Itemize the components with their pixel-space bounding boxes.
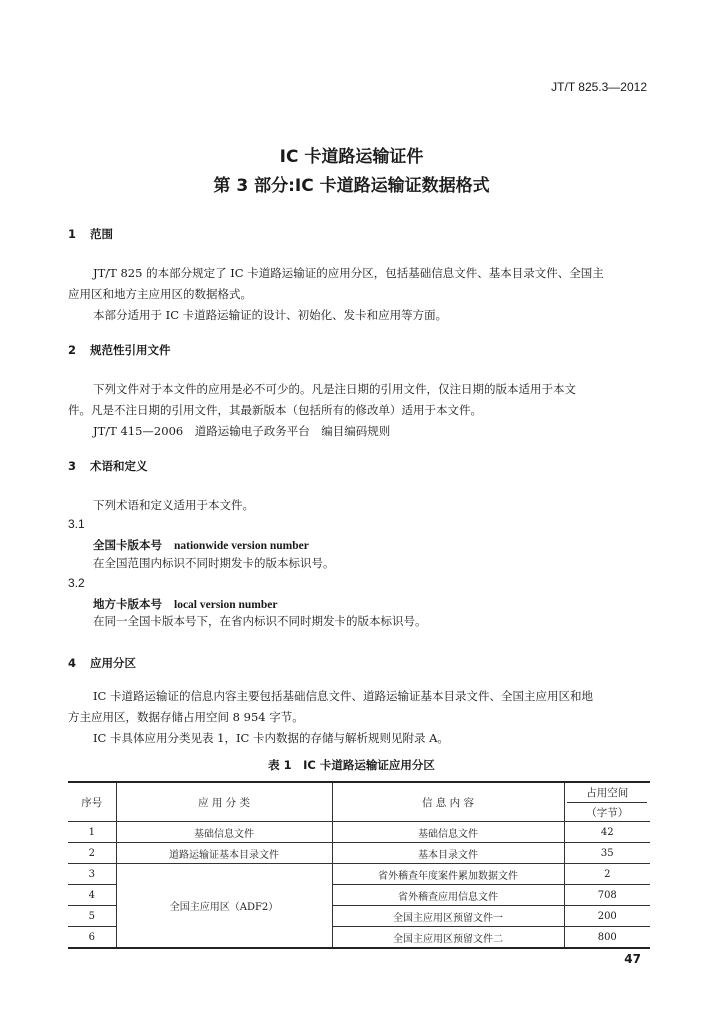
- term-chinese: 地方卡版本号: [93, 597, 162, 611]
- term-entry: [93, 596, 278, 612]
- text-line: JT/T 825 的本部分规定了 IC 卡道路运输证的应用分区，包括基础信息文件、基本目录文件、全国主: [93, 266, 604, 280]
- clause-number: 3.2: [68, 576, 85, 590]
- page-number: 47: [624, 952, 641, 966]
- term-entry: [93, 537, 309, 553]
- cell-seq: 3: [68, 864, 116, 885]
- section-paragraph: [68, 495, 652, 516]
- cell-category: 道路运输证基本目录文件: [116, 843, 332, 864]
- text-line: IC 卡具体应用分类见表 1，IC 卡内数据的存储与解析规则见附录 A。: [93, 731, 449, 745]
- cell-space: 800: [564, 927, 650, 949]
- term-chinese: 全国卡版本号: [93, 538, 162, 552]
- section-title: 应用分区: [90, 656, 136, 670]
- cell-content: 基本目录文件: [332, 843, 564, 864]
- section-number: 2: [68, 343, 77, 357]
- text-line: 件。凡是不注日期的引用文件，其最新版本（包括所有的修改单）适用于本文件。: [68, 403, 482, 417]
- cell-category: 基础信息文件: [116, 822, 332, 843]
- cell-seq: 1: [68, 822, 116, 843]
- header-space: [564, 782, 650, 822]
- cell-space: 2: [564, 864, 650, 885]
- section-number: 4: [68, 656, 77, 670]
- cell-seq: 2: [68, 843, 116, 864]
- table-caption: 表 1 IC 卡道路运输证应用分区: [268, 758, 435, 772]
- cell-content: 全国主应用区预留文件二: [332, 927, 564, 949]
- section-paragraph: [68, 379, 652, 442]
- section-title: 术语和定义: [90, 459, 148, 473]
- section-heading-normative-references: [68, 342, 171, 358]
- section-heading-application-partition: [68, 655, 136, 671]
- reference-item: JT/T 415—2006 道路运输电子政务平台 编目编码规则: [93, 424, 391, 438]
- cell-space: 42: [564, 822, 650, 843]
- text-line: 本部分适用于 IC 卡道路运输证的设计、初始化、发卡和应用等方面。: [93, 308, 448, 322]
- section-paragraph: [68, 686, 652, 749]
- header-space-unit: （字节）: [567, 802, 647, 820]
- header-seq: 序号: [68, 782, 116, 822]
- table-row: [68, 864, 650, 885]
- cell-space: 200: [564, 906, 650, 927]
- cell-content: 省外稽查年度案件累加数据文件: [332, 864, 564, 885]
- document-title: IC 卡道路运输证件: [279, 147, 424, 167]
- section-title: 规范性引用文件: [90, 343, 171, 357]
- cell-seq: 6: [68, 927, 116, 949]
- clause-number: 3.1: [68, 517, 85, 531]
- text-line: 方主应用区，数据存储占用空间 8 954 字节。: [68, 710, 304, 724]
- term-definition: 在全国范围内标识不同时期发卡的版本标识号。: [93, 556, 335, 570]
- term-english: nationwide version number: [174, 540, 309, 552]
- term-english: local version number: [174, 599, 278, 611]
- cell-seq: 4: [68, 885, 116, 906]
- cell-content: 基础信息文件: [332, 822, 564, 843]
- section-title: 范围: [90, 227, 113, 241]
- cell-content: 全国主应用区预留文件一: [332, 906, 564, 927]
- document-subtitle: 第 3 部分:IC 卡道路运输证数据格式: [213, 176, 490, 196]
- header-space-label: 占用空间: [586, 786, 629, 799]
- cell-content: 省外稽查应用信息文件: [332, 885, 564, 906]
- section-number: 1: [68, 227, 77, 241]
- section-heading-scope: [68, 226, 113, 242]
- section-heading-terms: [68, 458, 148, 474]
- table-row: [68, 822, 650, 843]
- text-line: 下列术语和定义适用于本文件。: [93, 498, 254, 512]
- table-row: [68, 843, 650, 864]
- table-header-row: [68, 782, 650, 822]
- text-line: 应用区和地方主应用区的数据格式。: [68, 287, 252, 301]
- text-line: IC 卡道路运输证的信息内容主要包括基础信息文件、道路运输证基本目录文件、全国主应用区和地: [93, 689, 593, 703]
- standard-number: JT/T 825.3—2012: [551, 80, 647, 94]
- term-definition: 在同一全国卡版本号下，在省内标识不同时期发卡的版本标识号。: [93, 614, 427, 628]
- header-category: 应 用 分 类: [116, 782, 332, 822]
- cell-space: 708: [564, 885, 650, 906]
- section-number: 3: [68, 459, 77, 473]
- cell-seq: 5: [68, 906, 116, 927]
- header-content: 信 息 内 容: [332, 782, 564, 822]
- section-paragraph: [68, 263, 652, 326]
- cell-space: 35: [564, 843, 650, 864]
- cell-category: 全国主应用区（ADF2）: [116, 864, 332, 949]
- application-partition-table: [68, 781, 650, 949]
- text-line: 下列文件对于本文件的应用是必不可少的。凡是注日期的引用文件，仅注日期的版本适用于本文: [93, 382, 576, 396]
